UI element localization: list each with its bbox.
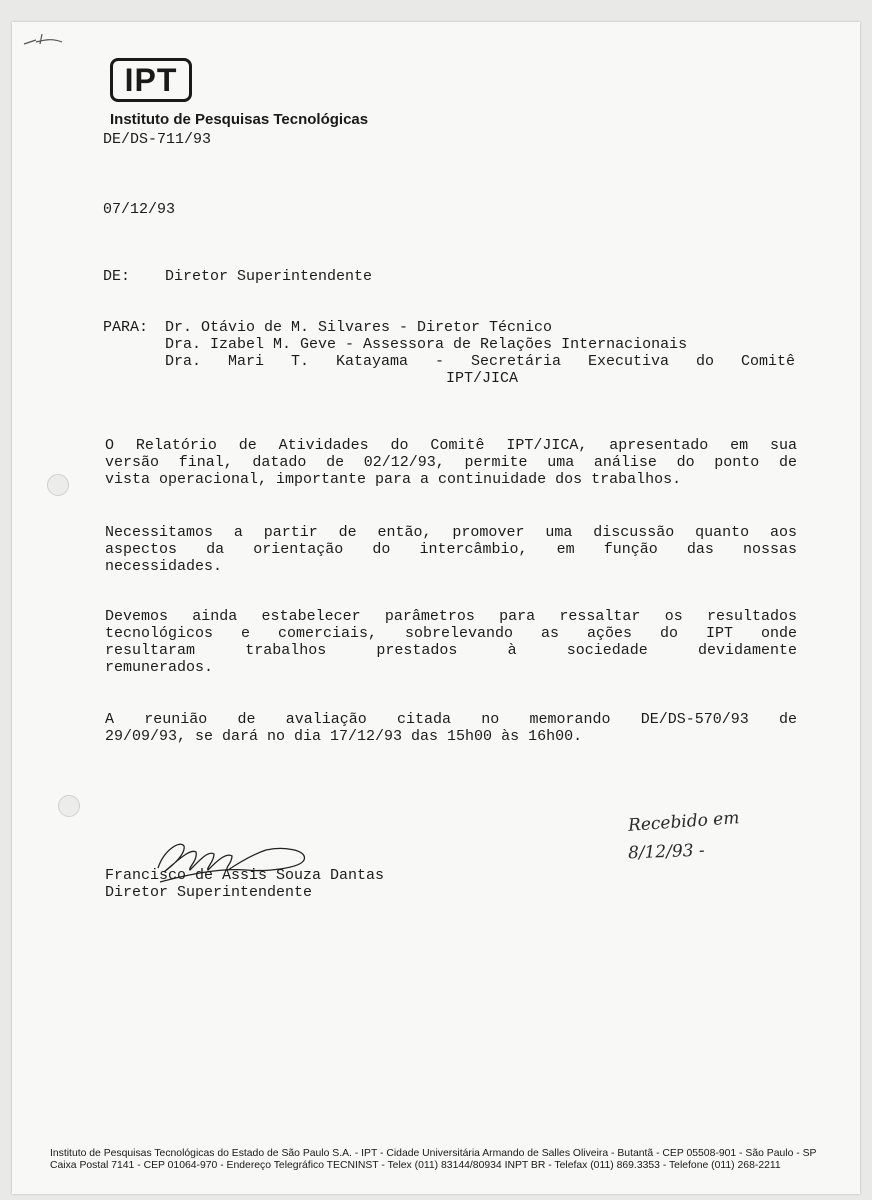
recipient-2: Dra. Izabel M. Geve - Assessora de Relações Internacionais [165, 336, 688, 353]
paragraph-line: resultaram trabalhos prestados à sociedade devidamente [105, 642, 797, 659]
paragraph-line: tecnológicos e comerciais, sobrelevando as ações do IPT onde [105, 625, 797, 642]
body-paragraph-1 [105, 437, 797, 488]
from-label: DE: [103, 268, 131, 285]
paragraph-line: 29/09/93, se dará no dia 17/12/93 das 15h00 às 16h00. [105, 728, 583, 745]
pen-mark [22, 30, 82, 50]
paragraph-line: Devemos ainda estabelecer parâmetros para ressaltar os resultados [105, 608, 797, 625]
paragraph-line: aspectos da orientação do intercâmbio, em função das nossas [105, 541, 797, 558]
from-value: Diretor Superintendente [165, 268, 373, 285]
binder-hole-top [47, 474, 69, 496]
memo-date: 07/12/93 [103, 201, 176, 218]
footer-address-line: Instituto de Pesquisas Tecnológicas do Estado de São Paulo S.A. - IPT - Cidade Universitária Armando de Salles Oliveira - Butantã - CEP 05508-901 - São Paulo - SP [50, 1148, 817, 1159]
paragraph-line: Necessitamos a partir de então, promover uma discussão quanto aos [105, 524, 797, 541]
footer-contact-line: Caixa Postal 7141 - CEP 01064-970 - Endereço Telegráfico TECNINST - Telex (011) 83144/80934 INPT BR - Telefax (011) 869.3353 - Telefone (011) 268-2211 [50, 1160, 781, 1171]
paragraph-line: versão final, datado de 02/12/93, permite uma análise do ponto de [105, 454, 797, 471]
memo-reference: DE/DS-711/93 [103, 131, 212, 148]
signatory-name: Francisco de Assis Souza Dantas [105, 867, 385, 884]
to-label: PARA: [103, 319, 149, 336]
paragraph-line: O Relatório de Atividades do Comitê IPT/JICA, apresentado em sua [105, 437, 797, 454]
paragraph-line: necessidades. [105, 558, 223, 575]
receipt-note-line-2: 8/12/93 - [627, 840, 706, 864]
ipt-logo [110, 58, 192, 102]
recipient-3: Dra. Mari T. Katayama - Secretária Executiva do Comitê [165, 353, 795, 370]
body-paragraph-3 [105, 608, 797, 676]
body-paragraph-2 [105, 524, 797, 575]
signatory-title: Diretor Superintendente [105, 884, 313, 901]
body-paragraph-4 [105, 711, 797, 745]
paragraph-line: vista operacional, importante para a continuidade dos trabalhos. [105, 471, 682, 488]
paragraph-line: remunerados. [105, 659, 214, 676]
binder-hole-bottom [58, 795, 80, 817]
institution-name: Instituto de Pesquisas Tecnológicas [110, 111, 369, 128]
recipient-3-continuation: IPT/JICA [446, 370, 519, 387]
logo-text: IPT [124, 61, 178, 98]
receipt-note-line-1: Recebido em [627, 808, 741, 836]
paragraph-line: A reunião de avaliação citada no memorando DE/DS-570/93 de [105, 711, 797, 728]
recipient-3-block [165, 353, 795, 370]
recipient-1: Dr. Otávio de M. Silvares - Diretor Técnico [165, 319, 553, 336]
